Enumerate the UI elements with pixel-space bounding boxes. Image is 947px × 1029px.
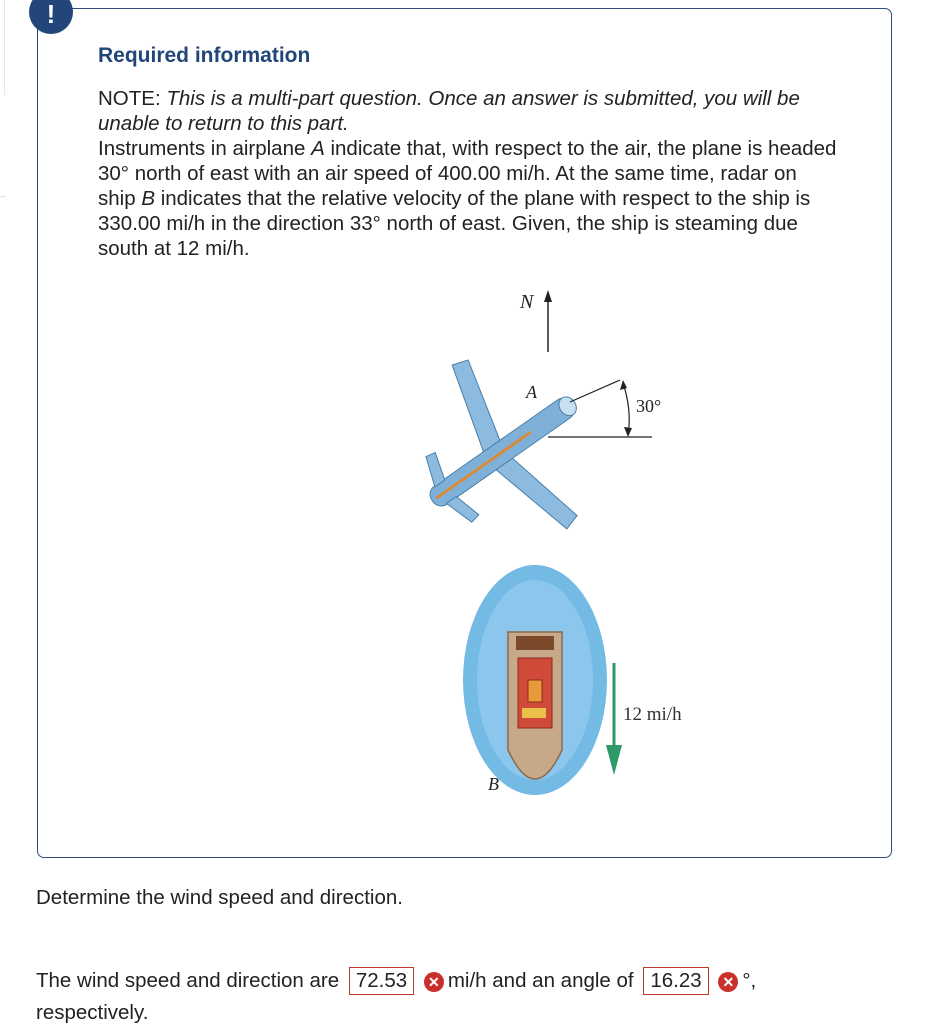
problem-figure (420, 280, 740, 810)
note (98, 86, 838, 136)
incorrect-icon: ✕ (718, 972, 738, 992)
answer-middle: mi/h and an angle of (447, 969, 634, 992)
answer-end: respectively. (36, 1001, 149, 1024)
incorrect-icon: ✕ (424, 972, 444, 992)
card-heading: Required information (98, 44, 311, 67)
plane-label: A (526, 382, 537, 402)
angle-arrowhead-icon (620, 380, 627, 390)
velocity-arrowhead-icon (606, 745, 622, 775)
left-edge (0, 0, 5, 95)
north-label: N (520, 291, 534, 313)
figure-svg (420, 280, 740, 810)
text-part: Instruments in airplane (98, 137, 312, 160)
problem-statement (98, 86, 838, 261)
text-part: indicates that the relative velocity of the plane with respect to the ship is 330.00 mi/h in the direction 33° north of east. Given, the ship is steaming due south at 12 mi/h. (98, 187, 811, 260)
ship-icon (508, 632, 562, 779)
angle-arrowhead-icon (624, 427, 632, 437)
ship-label: B (488, 774, 499, 794)
problem-text (98, 136, 838, 261)
note-label: NOTE: (98, 87, 161, 110)
question-text: Determine the wind speed and direction. (36, 886, 403, 909)
angle-arc (623, 383, 629, 435)
heading-line (570, 380, 620, 402)
note-text: This is a multi-part question. Once an answer is submitted, you will be unable to return to this part. (98, 87, 800, 135)
var-a: A (311, 137, 325, 160)
speed-label: 12 mi/h (623, 704, 682, 725)
alert-icon: ! (29, 0, 73, 34)
wind-speed-answer-input[interactable]: 72.53 (349, 967, 414, 995)
answer-prefix: The wind speed and direction are (36, 969, 340, 992)
north-arrowhead-icon (544, 290, 552, 302)
answer-suffix: °, (742, 969, 757, 992)
airplane-icon (420, 320, 632, 583)
wind-angle-answer-input[interactable]: 16.23 (643, 967, 708, 995)
left-edge-divider (0, 196, 6, 197)
var-b: B (141, 187, 155, 210)
answer-line (36, 965, 916, 1029)
text-part: indicate that, with respect to the air, the plane is headed 30° north of east with an air speed of 400.00 mi/h. At the same time, radar on ship (98, 137, 837, 210)
angle-label: 30° (636, 396, 662, 416)
